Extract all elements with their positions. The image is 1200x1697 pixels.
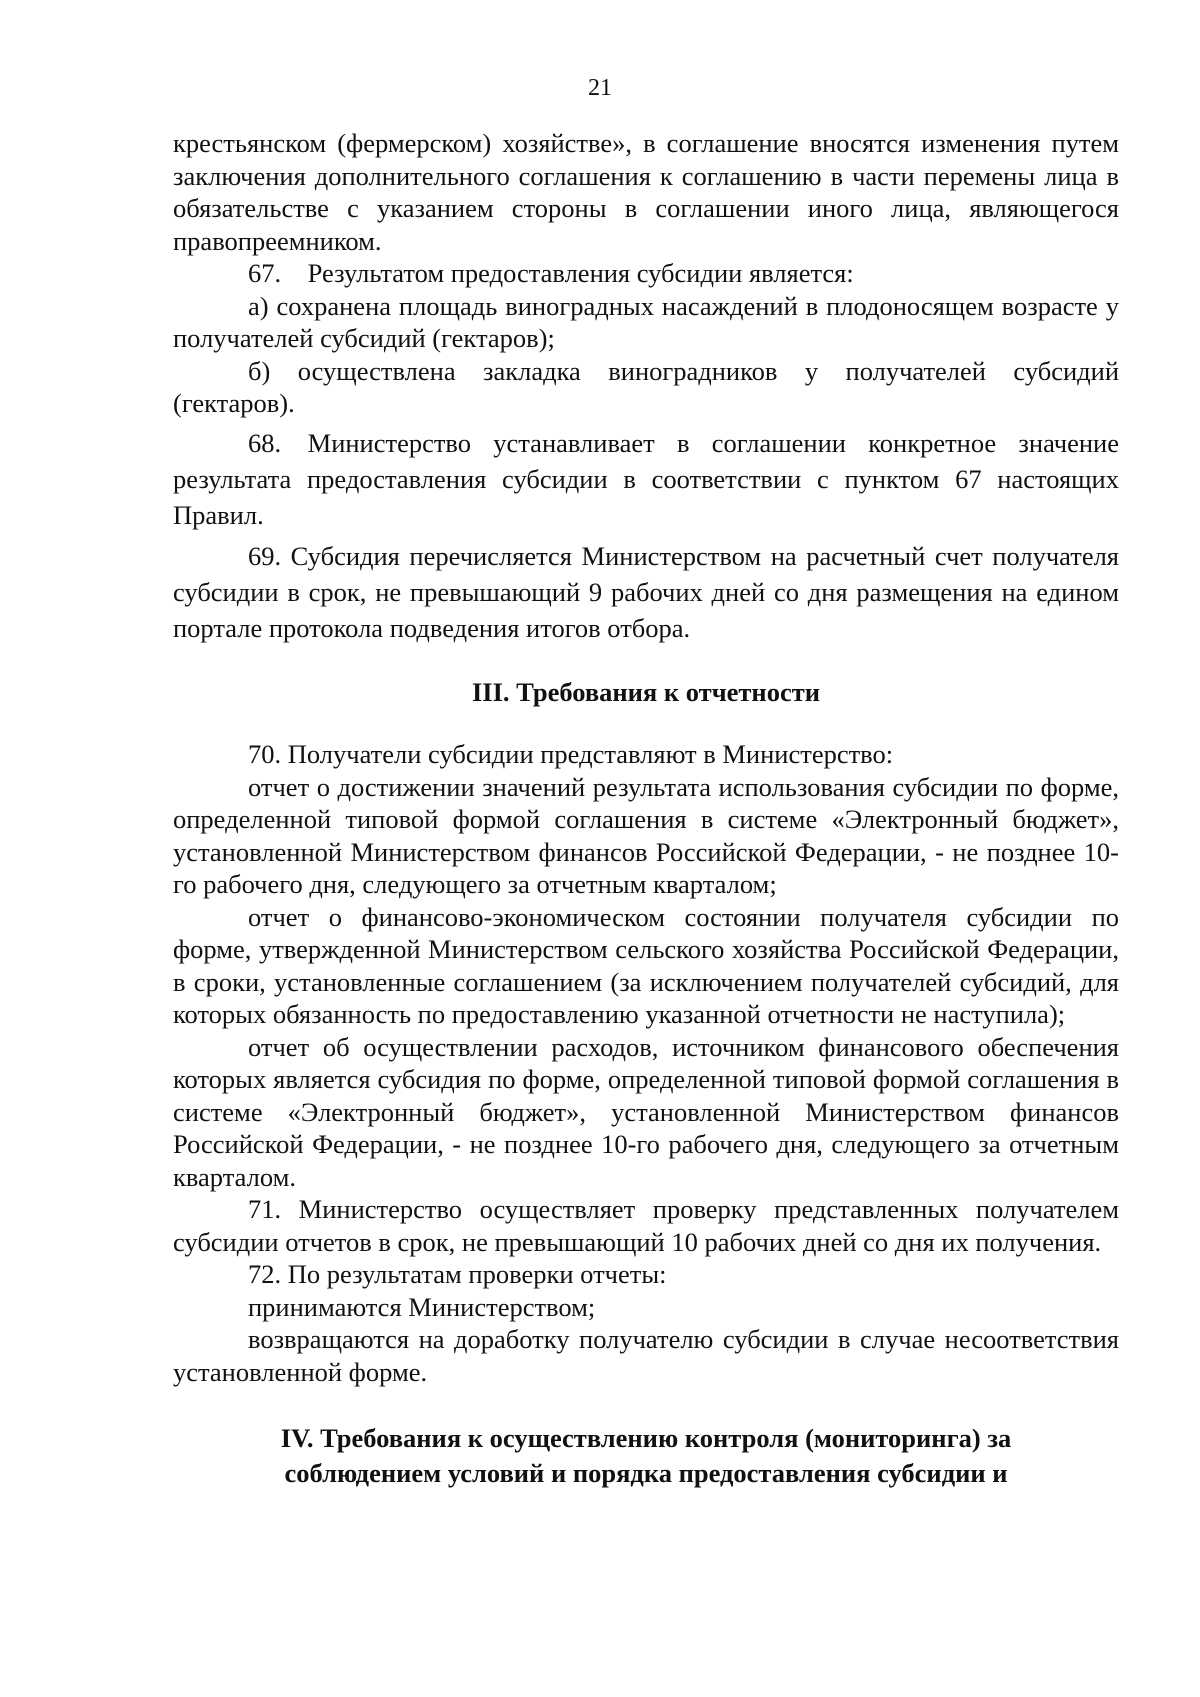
section-heading-4-line-2: соблюдением условий и порядка предоставления субсидии и bbox=[284, 1458, 1008, 1488]
paragraph-67-a: а) сохранена площадь виноградных насаждений в плодоносящем возрасте у получателей субсидий (гектаров); bbox=[173, 290, 1119, 353]
paragraph-72-accepted: принимаются Министерством; bbox=[248, 1291, 596, 1322]
paragraph-69: 69. Субсидия перечисляется Министерством на расчетный счет получателя субсидии в срок, не превышающий 9 рабочих дней со дня размещения на едином портале протокола подведения итогов отбора. bbox=[173, 540, 1119, 643]
section-heading-4-line-1: IV. Требования к осуществлению контроля (мониторинга) за bbox=[280, 1423, 1012, 1453]
paragraph-72-returned: возвращаются на доработку получателю субсидии в случае несоответствия установленной форме. bbox=[173, 1324, 1119, 1387]
paragraph-70: 70. Получатели субсидии представляют в Министерство: bbox=[248, 739, 894, 769]
paragraph-68: 68. Министерство устанавливает в соглашении конкретное значение результата предоставления субсидии в соответствии с пунктом 67 настоящих Правил. bbox=[173, 427, 1119, 530]
paragraph-70-report-1: отчет о достижении значений результата использования субсидии по форме, определенной типовой формой соглашения в системе «Электронный бюджет», установленной Министерством финансов Российской Федерации, - не позднее 10-го рабочего дня, следующего за отчетным кварталом; bbox=[173, 771, 1119, 899]
document-body bbox=[173, 127, 1119, 1491]
paragraph-70-report-2: отчет о финансово-экономическом состоянии получателя субсидии по форме, утвержденной Министерством сельского хозяйства Российской Федерации, в сроки, установленные соглашением (за исключением получателей субсидий, для которых обязанность по предоставлению указанной отчетности не наступила); bbox=[173, 901, 1119, 1029]
paragraph-continuation: крестьянском (фермерском) хозяйстве», в соглашение вносятся изменения путем заключения дополнительного соглашения к соглашению в части перемены лица в обязательстве с указанием стороны в соглашении иного лица, являющегося правопреемником. bbox=[173, 128, 1119, 256]
paragraph-67-b: б) осуществлена закладка виноградников у получателей субсидий (гектаров). bbox=[173, 355, 1119, 418]
paragraph-71: 71. Министерство осуществляет проверку представленных получателем субсидии отчетов в срок, не превышающий 10 рабочих дней со дня их получения. bbox=[173, 1194, 1119, 1257]
paragraph-72: 72. По результатам проверки отчеты: bbox=[248, 1259, 667, 1289]
section-heading-3: III. Требования к отчетности bbox=[471, 676, 820, 707]
section-heading-4 bbox=[173, 1421, 1119, 1491]
paragraph-70-report-3: отчет об осуществлении расходов, источником финансового обеспечения которых является субсидия по форме, определенной типовой формой соглашения в системе «Электронный бюджет», установленной Министерством финансов Российской Федерации, - не позднее 10-го рабочего дня, следующего за отчетным кварталом. bbox=[173, 1031, 1119, 1192]
page-number: 21 bbox=[588, 75, 612, 101]
paragraph-67: 67. Результатом предоставления субсидии является: bbox=[248, 258, 854, 288]
